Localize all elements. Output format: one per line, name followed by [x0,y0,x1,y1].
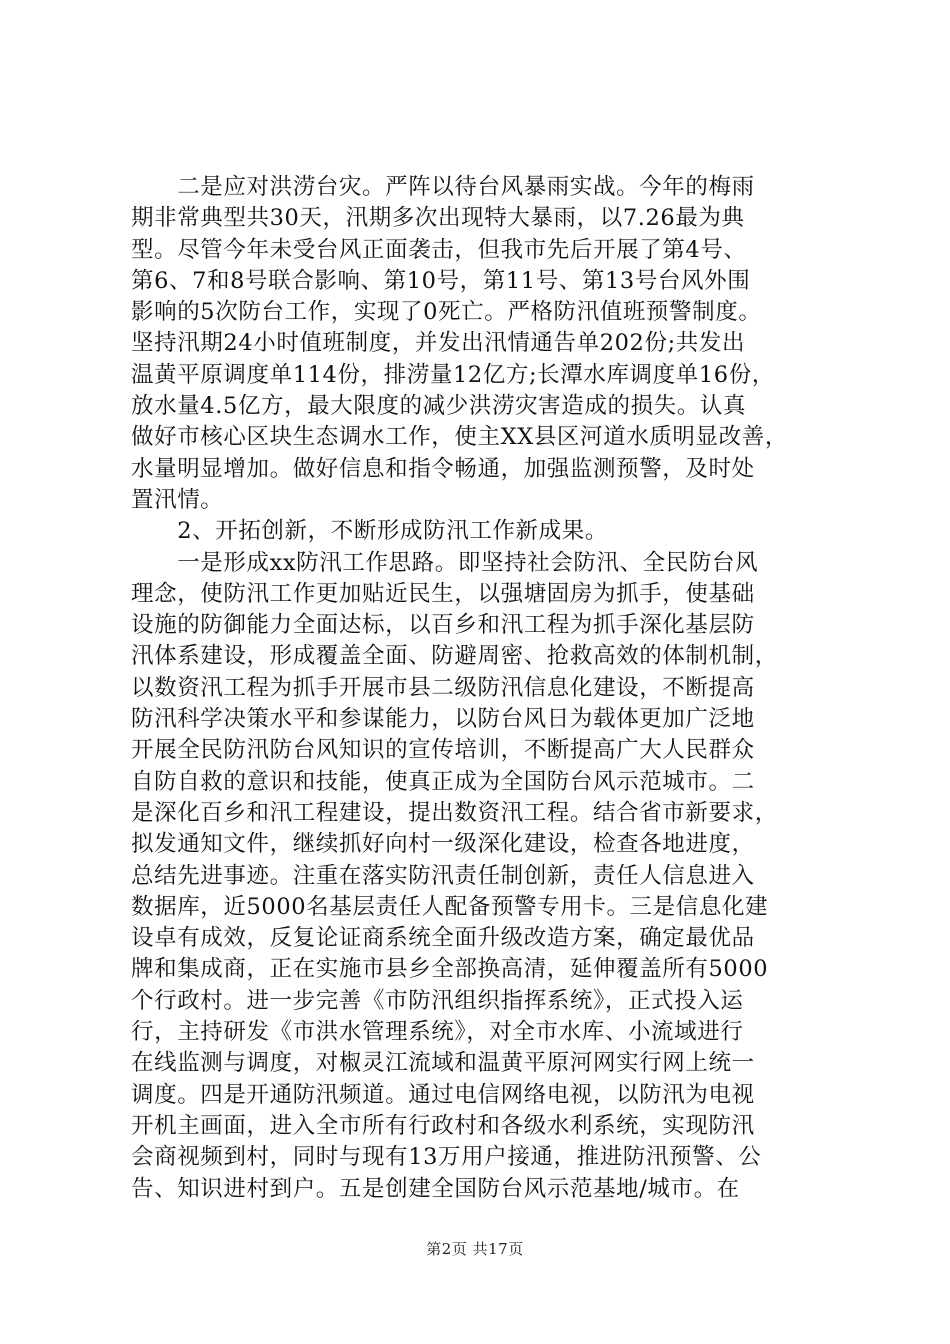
text-line: 自防自救的意识和技能，使真正成为全国防台风示范城市。二 [131,768,755,795]
text-line: 行，主持研发《市洪水管理系统》，对全市水库、小流域进行 [131,1019,744,1046]
text-line: 在线监测与调度，对椒灵江流域和温黄平原河网实行网上统一 [131,1050,755,1077]
text-line: 影响的5次防台工作，实现了0死亡。严格防汛值班预警制度。 [131,299,762,326]
text-line: 汛体系建设，形成覆盖全面、防避周密、抢救高效的体制机制， [131,643,778,670]
text-line: 以数资汛工程为抓手开展市县二级防汛信息化建设，不断提高 [131,674,755,701]
text-line: 二是应对洪涝台灾。严阵以待台风暴雨实战。今年的梅雨 [131,174,755,200]
text-line: 牌和集成商，正在实施市县乡全部换高清，延伸覆盖所有5000 [131,956,769,983]
body-text [131,172,851,1205]
text-line: 开机主画面，进入全市所有行政村和各级水利系统，实现防汛 [131,1112,755,1139]
text-line: 设施的防御能力全面达标，以百乡和汛工程为抓手深化基层防 [131,612,755,639]
text-line: 开展全民防汛防台风知识的宣传培训，不断提高广大人民群众 [131,737,755,764]
text-line: 理念，使防汛工作更加贴近民生，以强塘固房为抓手，使基础 [131,580,755,607]
text-line: 一是形成xx防汛工作思路。即坚持社会防汛、全民防台风 [131,549,759,576]
text-line: 放水量4.5亿方，最大限度的减少洪涝灾害造成的损失。认真 [131,393,747,420]
text-line: 是深化百乡和汛工程建设，提出数资汛工程。结合省市新要求， [131,799,778,826]
text-line: 拟发通知文件，继续抓好向村一级深化建设，检查各地进度， [131,831,755,858]
text-line: 防汛科学决策水平和参谋能力，以防台风日为载体更加广泛地 [131,706,755,733]
text-line: 告、知识进村到户。五是创建全国防台风示范基地/城市。在 [131,1175,740,1202]
text-line: 数据库，近5000名基层责任人配备预警专用卡。三是信息化建 [131,893,769,920]
text-line: 温黄平原调度单114份，排涝量12亿方;长潭水库调度单16份， [131,361,775,388]
text-line: 坚持汛期24小时值班制度，并发出汛情通告单202份;共发出 [131,330,746,357]
page-footer [0,1238,950,1259]
text-line: 会商视频到村，同时与现有13万用户接通，推进防汛预警、公 [131,1144,762,1171]
text-line: 第6、7和8号联合影响、第10号，第11号、第13号台风外围 [131,267,751,294]
page-number: 第2页 共17页 [426,1240,524,1258]
section-heading: 2、开拓创新，不断形成防汛工作新成果。 [131,518,608,545]
text-line: 设卓有成效，反复论证商系统全面升级改造方案，确定最优品 [131,925,755,952]
text-line: 个行政村。进一步完善《市防汛组织指挥系统》，正式投入运 [131,987,744,1014]
text-line: 做好市核心区块生态调水工作，使主XX县区河道水质明显改善， [131,424,788,451]
text-line: 总结先进事迹。注重在落实防汛责任制创新，责任人信息进入 [131,862,755,889]
text-line: 期非常典型共30天，汛期多次出现特大暴雨，以7.26最为典 [131,205,745,232]
text-line: 水量明显增加。做好信息和指令畅通，加强监测预警，及时处 [131,455,755,482]
text-line: 型。尽管今年未受台风正面袭击，但我市先后开展了第4号、 [131,236,747,263]
text-line: 置汛情。 [131,486,224,513]
text-line: 调度。四是开通防汛频道。通过电信网络电视，以防汛为电视 [131,1081,755,1108]
